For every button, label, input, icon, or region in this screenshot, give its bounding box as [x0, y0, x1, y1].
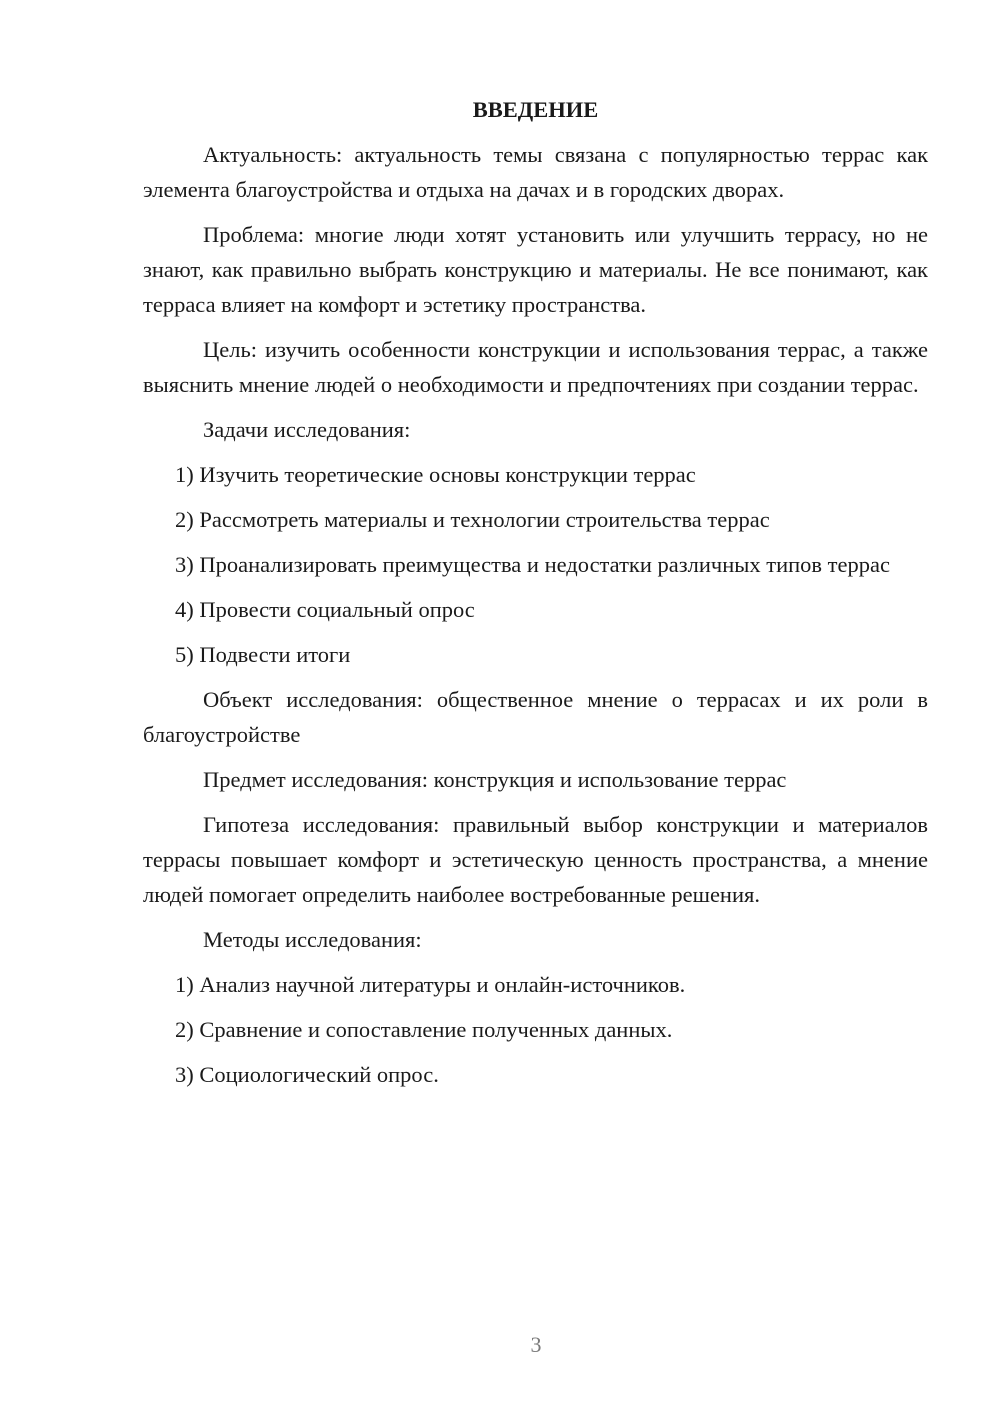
task-item: 5) Подвести итоги [175, 642, 351, 667]
object-paragraph: Объект исследования: общественное мнение о террасах и их роли в благоустройстве [143, 687, 928, 747]
method-item: 3) Социологический опрос. [175, 1062, 439, 1087]
tasks-heading: Задачи исследования: [203, 417, 411, 442]
subject-paragraph: Предмет исследования: конструкция и использование террас [203, 767, 787, 792]
page-content [143, 92, 928, 1102]
method-item: 2) Сравнение и сопоставление полученных данных. [175, 1017, 673, 1042]
page-number: 3 [530, 1332, 542, 1357]
task-item: 2) Рассмотреть материалы и технологии строительства террас [175, 507, 770, 532]
method-item: 1) Анализ научной литературы и онлайн-источников. [175, 972, 686, 997]
relevance-paragraph: Актуальность: актуальность темы связана с популярностью террас как элемента благоустройства и отдыха на дачах и в городских дворах. [143, 142, 928, 202]
goal-paragraph: Цель: изучить особенности конструкции и использования террас, а также выяснить мнение людей о необходимости и предпочтениях при создании террас. [143, 337, 928, 397]
task-item: 4) Провести социальный опрос [175, 597, 475, 622]
hypothesis-paragraph: Гипотеза исследования: правильный выбор конструкции и материалов террасы повышает комфорт и эстетическую ценность пространства, а мнение людей помогает определить наиболее востребованные решения. [143, 812, 928, 907]
task-item: 3) Проанализировать преимущества и недостатки различных типов террас [175, 552, 890, 577]
task-item: 1) Изучить теоретические основы конструкции террас [175, 462, 696, 487]
problem-paragraph: Проблема: многие люди хотят установить или улучшить террасу, но не знают, как правильно выбрать конструкцию и материалы. Не все понимают, как терраса влияет на комфорт и эстетику пространства. [143, 222, 928, 317]
section-title: ВВЕДЕНИЕ [472, 97, 599, 122]
methods-heading: Методы исследования: [203, 927, 422, 952]
